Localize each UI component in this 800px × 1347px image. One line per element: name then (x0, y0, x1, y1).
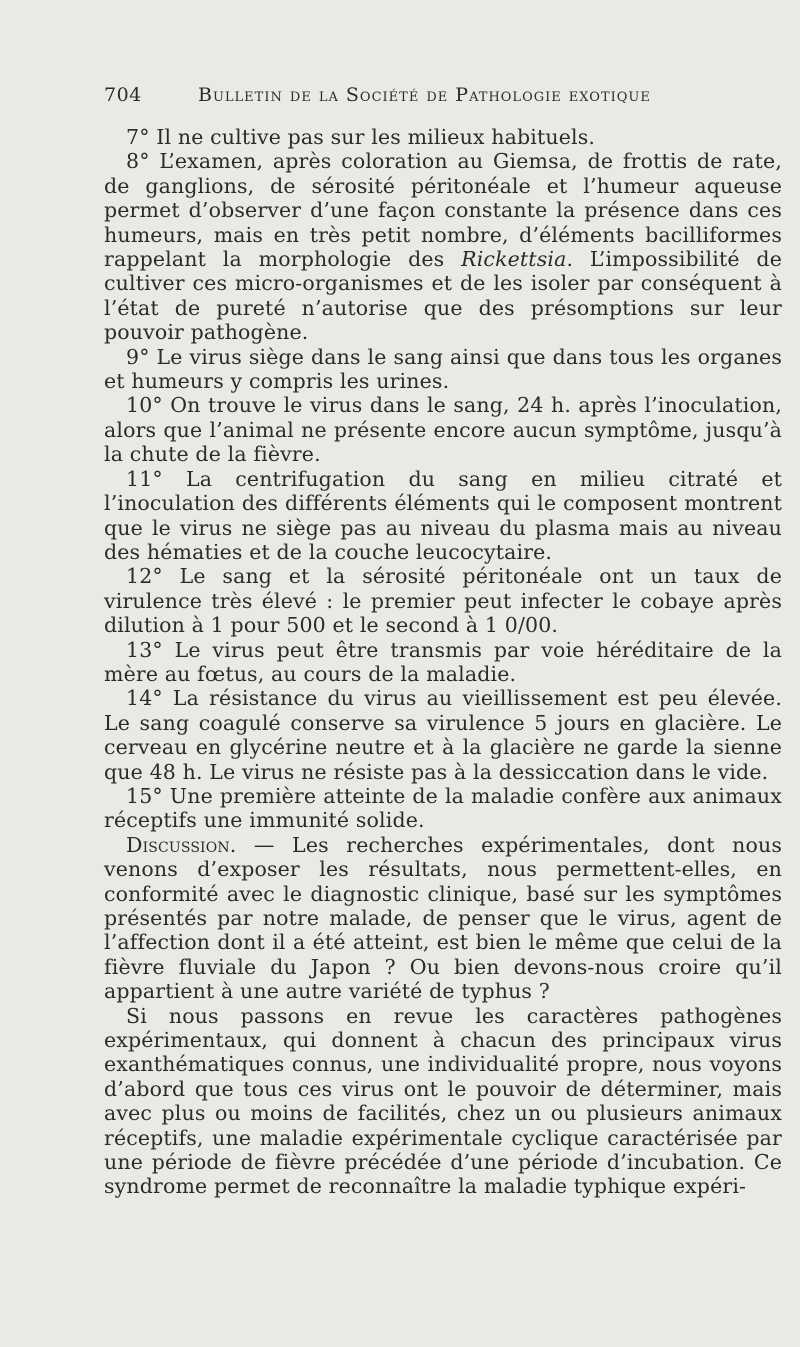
paragraph-14-text: 14° La résistance du virus au vieillissement est peu élevée. Le sang coagulé conserve sa virulence 5 jours en glacière. Le cerveau en glycérine neutre et à la glacière ne garde la sienne que 48 h. Le virus ne résiste pas à la dessiccation dans le vide. (104, 686, 782, 784)
paragraph-11 (104, 467, 782, 565)
paragraph-10-text: 10° On trouve le virus dans le sang, 24 h. après l’inoculation, alors que l’animal ne présente encore aucun symptôme, jusqu’à la chute de la fièvre. (104, 393, 782, 467)
paragraph-9 (104, 345, 782, 394)
page-header (104, 84, 754, 114)
paragraph-11-text: 11° La centrifugation du sang en milieu citraté et l’inoculation des différents éléments qui le composent montrent que le virus ne siège pas au niveau du plasma mais au niveau des hématies et de la couche leucocytaire. (104, 466, 782, 564)
paragraph-15-text: 15° Une première atteinte de la maladie confère aux animaux réceptifs une immunité solide. (104, 783, 782, 833)
paragraph-10 (104, 393, 782, 466)
running-head: Bulletin de la Société de Pathologie exotique (198, 84, 651, 106)
paragraph-14 (104, 686, 782, 784)
paragraph-7-text: 7° Il ne cultive pas sur les milieux habituels. (126, 125, 596, 149)
final-paragraph-text: Si nous passons en revue les caractères pathogènes expérimentaux, qui donnent à chacun des principaux virus exanthématiques connus, une individualité propre, nous voyons d’abord que tous ces virus ont le pouvoir de déterminer, mais avec plus ou moins de facilités, chez un ou plusieurs animaux réceptifs, une maladie expérimentale cyclique caractérisée par une période de fièvre précédée d’une période d’incubation. Ce syndrome permet de reconnaître la maladie typhique expéri- (104, 1003, 782, 1199)
final-paragraph (104, 1004, 782, 1199)
paragraph-12 (104, 564, 782, 637)
paragraph-8-text-b: . L’impossibilité de cultiver ces micro-organismes et de les isoler par conséquent à l’état de pureté n’autorise que des présomptions sur leur pouvoir pathogène. (104, 247, 782, 345)
paragraph-13-text: 13° Le virus peut être transmis par voie héréditaire de la mère au fœtus, au cours de la maladie. (104, 637, 782, 686)
body-text (104, 125, 782, 1199)
paragraph-7 (104, 125, 782, 149)
paragraph-9-text: 9° Le virus siège dans le sang ainsi que dans tous les organes et humeurs y compris les urines. (104, 344, 782, 394)
paragraph-12-text: 12° Le sang et la sérosité péritonéale ont un taux de virulence très élevé : le premier peut infecter le cobaye après dilution à 1 pour 500 et le second à 1 0/00. (104, 564, 782, 638)
discussion-text: — Les recherches expérimentales, dont nous venons d’exposer les résultats, nous permettent-elles, en conformité avec le diagnostic clinique, basé sur les symptômes présentés par notre malade, de penser que le virus, agent de l’affection dont il a été atteint, est bien le même que celui de la fièvre fluviale du Japon ? Ou bien devons-nous croire qu’il appartient à une autre variété de typhus ? (104, 832, 782, 1004)
paragraph-13 (104, 638, 782, 687)
page-number: 704 (104, 84, 142, 106)
discussion-label: Discussion. (126, 832, 237, 857)
paragraph-8-text-a: 8° L’examen, après coloration au Giemsa, de frottis de rate, de ganglions, de sérosité péritonéale et l’humeur aqueuse permet d’observer d’une façon constante la présence dans ces humeurs, mais en très petit nombre, d’éléments bacilliformes rappelant la morphologie des (104, 149, 782, 272)
discussion-paragraph (104, 833, 782, 1004)
paragraph-8 (104, 149, 782, 344)
paragraph-15 (104, 784, 782, 833)
rickettsia-italic: Rickettsia (461, 247, 567, 272)
